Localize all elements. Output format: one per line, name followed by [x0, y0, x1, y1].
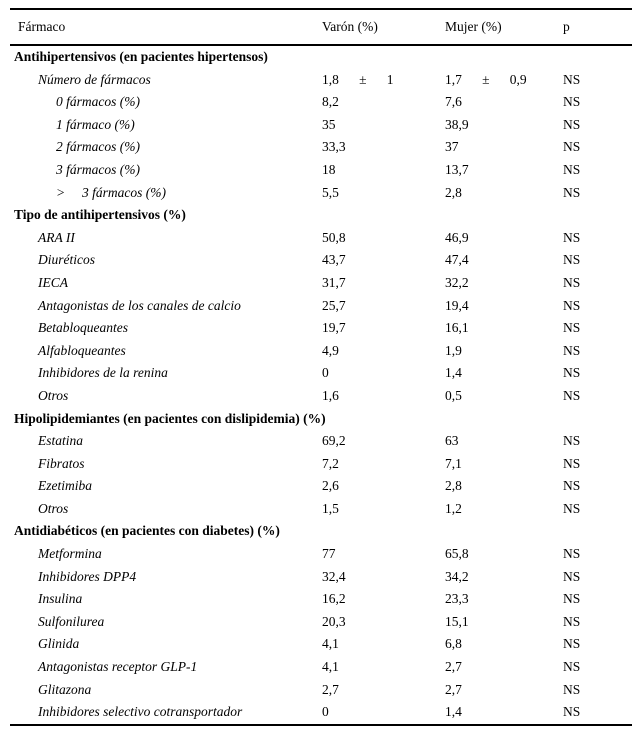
cell-varon: 0	[322, 704, 329, 720]
cell-p: NS	[563, 161, 581, 177]
cell-farmaco: Antagonistas de los canales de calcio	[38, 297, 241, 313]
cell-varon: 4,1	[322, 659, 339, 675]
cell-farmaco: Otros	[38, 387, 69, 403]
cell-mujer: 1,4	[445, 365, 462, 381]
column-header-farmaco: Fármaco	[18, 19, 66, 34]
cell-p: NS	[563, 184, 581, 200]
table-row	[10, 340, 632, 363]
cell-p: NS	[563, 139, 581, 155]
cell-p: NS	[563, 433, 581, 449]
cell-farmaco: 1 fármaco (%)	[56, 116, 135, 132]
column-header-p: p	[563, 19, 570, 34]
cell-p: NS	[563, 613, 581, 629]
table-row	[10, 498, 632, 521]
cell-p: NS	[563, 681, 581, 697]
cell-mujer: 34,2	[445, 568, 469, 584]
table-row	[10, 295, 632, 318]
cell-varon: 31,7	[322, 274, 346, 290]
cell-p: NS	[563, 365, 581, 381]
cell-p: NS	[563, 252, 581, 268]
cell-farmaco: 0 fármacos (%)	[56, 94, 140, 110]
cell-varon: 2,7	[322, 681, 339, 697]
cell-farmaco: Número de fármacos	[38, 71, 151, 87]
column-header-varon: Varón (%)	[322, 19, 378, 34]
cell-mujer: 16,1	[445, 320, 469, 336]
table-row	[10, 701, 632, 724]
cell-varon: 4,1	[322, 636, 339, 652]
table-row	[10, 588, 632, 611]
table-row	[10, 272, 632, 295]
cell-farmaco: Antagonistas receptor GLP-1	[38, 659, 198, 675]
table-row	[10, 543, 632, 566]
section-header: Hipolipidemiantes (en pacientes con dislipidemia) (%)	[14, 410, 326, 426]
cell-farmaco: Ezetimiba	[38, 478, 92, 494]
table-row	[10, 91, 632, 114]
table-row	[10, 249, 632, 272]
table-row	[10, 114, 632, 137]
cell-mujer: 2,8	[445, 184, 462, 200]
cell-farmaco: Sulfonilurea	[38, 613, 105, 629]
table-row	[10, 656, 632, 679]
cell-varon: 1,5	[322, 500, 339, 516]
cell-p: NS	[563, 568, 581, 584]
table-row	[10, 182, 632, 205]
section-header: Antihipertensivos (en pacientes hipertensos)	[14, 49, 268, 64]
cell-mujer: 32,2	[445, 274, 469, 290]
cell-farmaco: 2 fármacos (%)	[56, 139, 140, 155]
cell-farmaco: > 3 fármacos (%)	[56, 184, 166, 200]
cell-varon: 2,6	[322, 478, 339, 494]
cell-farmaco: Glitazona	[38, 681, 92, 697]
table-row	[10, 633, 632, 656]
cell-varon: 69,2	[322, 433, 346, 449]
cell-varon: 43,7	[322, 252, 346, 268]
cell-mujer: 0,5	[445, 387, 462, 403]
table-row	[10, 317, 632, 340]
cell-p: NS	[563, 455, 581, 471]
cell-varon: 16,2	[322, 591, 346, 607]
cell-varon: 18	[322, 161, 336, 177]
cell-mujer: 46,9	[445, 229, 469, 245]
section-header: Tipo de antihipertensivos (%)	[14, 207, 186, 223]
cell-p: NS	[563, 320, 581, 336]
cell-farmaco: Fibratos	[38, 455, 85, 471]
cell-mujer: 38,9	[445, 116, 469, 132]
cell-varon: 1,8 ± 1	[322, 71, 394, 87]
cell-mujer: 15,1	[445, 613, 469, 629]
column-header-mujer: Mujer (%)	[445, 19, 502, 34]
cell-mujer: 1,4	[445, 704, 462, 720]
table-row	[10, 136, 632, 159]
cell-p: NS	[563, 546, 581, 562]
cell-farmaco: Inhibidores selectivo cotransportador	[38, 704, 243, 720]
cell-mujer: 2,7	[445, 681, 462, 697]
cell-farmaco: ARA II	[38, 229, 75, 245]
cell-p: NS	[563, 591, 581, 607]
table-body	[10, 46, 632, 724]
cell-varon: 35	[322, 116, 336, 132]
table-row	[10, 566, 632, 589]
cell-p: NS	[563, 71, 581, 87]
cell-p: NS	[563, 274, 581, 290]
cell-p: NS	[563, 116, 581, 132]
cell-p: NS	[563, 636, 581, 652]
cell-mujer: 37	[445, 139, 459, 155]
table-row	[10, 385, 632, 408]
cell-p: NS	[563, 478, 581, 494]
cell-varon: 20,3	[322, 613, 346, 629]
cell-farmaco: Metformina	[38, 546, 102, 562]
cell-varon: 19,7	[322, 320, 346, 336]
cell-mujer: 47,4	[445, 252, 469, 268]
cell-p: NS	[563, 704, 581, 720]
cell-p: NS	[563, 297, 581, 313]
cell-farmaco: Betabloqueantes	[38, 320, 128, 336]
cell-mujer: 2,8	[445, 478, 462, 494]
cell-mujer: 2,7	[445, 659, 462, 675]
table-header-row	[10, 10, 632, 46]
cell-mujer: 1,2	[445, 500, 462, 516]
table-row	[10, 362, 632, 385]
cell-mujer: 23,3	[445, 591, 469, 607]
cell-varon: 5,5	[322, 184, 339, 200]
cell-varon: 0	[322, 365, 329, 381]
table-row	[10, 227, 632, 250]
cell-p: NS	[563, 94, 581, 110]
cell-varon: 7,2	[322, 455, 339, 471]
cell-mujer: 65,8	[445, 546, 469, 562]
cell-farmaco: Insulina	[38, 591, 83, 607]
cell-farmaco: Inhibidores DPP4	[38, 568, 137, 584]
cell-mujer: 1,7 ± 0,9	[445, 71, 527, 87]
cell-p: NS	[563, 229, 581, 245]
cell-farmaco: Diuréticos	[38, 252, 95, 268]
cell-p: NS	[563, 342, 581, 358]
cell-mujer: 6,8	[445, 636, 462, 652]
table-row	[10, 453, 632, 476]
cell-varon: 8,2	[322, 94, 339, 110]
cell-varon: 1,6	[322, 387, 339, 403]
table-row	[10, 430, 632, 453]
cell-mujer: 63	[445, 433, 459, 449]
cell-varon: 4,9	[322, 342, 339, 358]
cell-farmaco: Otros	[38, 500, 69, 516]
cell-mujer: 13,7	[445, 161, 469, 177]
cell-mujer: 1,9	[445, 342, 462, 358]
cell-varon: 25,7	[322, 297, 346, 313]
cell-varon: 77	[322, 546, 336, 562]
cell-mujer: 19,4	[445, 297, 469, 313]
table-row	[10, 159, 632, 182]
drug-use-table	[10, 8, 632, 726]
cell-farmaco: Inhibidores de la renina	[38, 365, 168, 381]
cell-p: NS	[563, 500, 581, 516]
cell-farmaco: Alfabloqueantes	[38, 342, 126, 358]
cell-p: NS	[563, 387, 581, 403]
cell-farmaco: IECA	[38, 274, 68, 290]
cell-mujer: 7,1	[445, 455, 462, 471]
cell-varon: 33,3	[322, 139, 346, 155]
cell-farmaco: Estatina	[38, 433, 84, 449]
cell-varon: 32,4	[322, 568, 346, 584]
cell-farmaco: 3 fármacos (%)	[56, 161, 140, 177]
cell-p: NS	[563, 659, 581, 675]
table-row	[10, 69, 632, 92]
section-header: Antidiabéticos (en pacientes con diabetes) (%)	[14, 523, 280, 539]
table-row	[10, 611, 632, 634]
cell-farmaco: Glinida	[38, 636, 80, 652]
table-row	[10, 475, 632, 498]
cell-varon: 50,8	[322, 229, 346, 245]
cell-mujer: 7,6	[445, 94, 462, 110]
table-row	[10, 679, 632, 702]
